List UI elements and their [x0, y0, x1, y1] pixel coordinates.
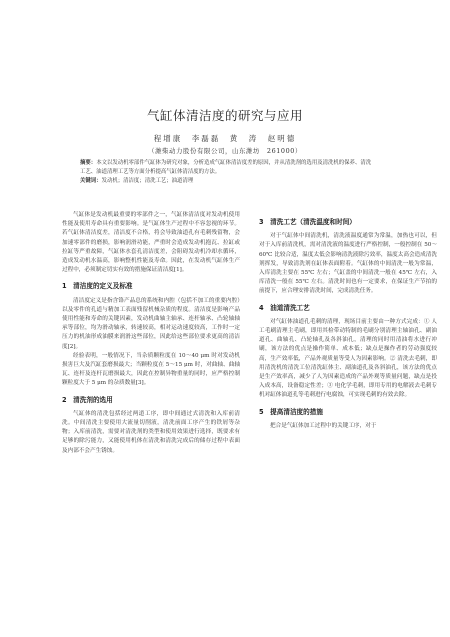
right-column [259, 211, 437, 431]
section-4-heading: 4 油道清洗工艺 [259, 303, 310, 312]
keywords-line [80, 177, 376, 186]
section-5-heading: 5 提高清洁度的措施 [259, 407, 323, 416]
section-1-ref-2: [3]。 [135, 380, 150, 387]
section-3-heading: 3 清洗工艺（清洗温度和时间） [259, 218, 356, 226]
section-2-paragraph: 气缸体的清洗包括经过两道工序，即中间通过式清洗和入库前清洗。中间清洗主要使用大流量切削液，清洗前面工序产生的铁屑等杂物；入库前清洗，需要对清洗剂的类型和使用效果进行选择，既要求有足够的除污能力，又能使用机体在清洗和清洗完成后的储存过程中表面及内部不会产生锈蚀。 [62, 410, 240, 454]
paper-authors: 程增康 李磊磊 黄 涛 赵明德 [153, 134, 297, 143]
section-1-heading: 1 清洁度的定义及标准 [62, 282, 133, 291]
abstract-label: 摘要： [80, 160, 97, 166]
abstract-paragraph [80, 159, 376, 177]
keywords-label: 关键词： [80, 178, 102, 184]
abstract-block [80, 159, 376, 186]
section-2-heading: 2 清洗剂的选用 [62, 395, 113, 404]
section-3-paragraph: 对于气缸体中间清洗机，清洗液温度通常为常温，加热也可以，但对于入库前清洗机，需对清洗液的温度进行严格控制，一般控制在 50～60℃ 比较合适，温度太低会影响清洗液除污效率，温度太高会造成清洗剂挥发，导致清洗剂在缸体表面附着。气缸体的中间清洗一般为常温，入库清洗主要在 55℃ 左右；气缸盖的中间清洗一般在 45℃ 左右，入库清洗一般在 55℃ 左右。清洗时间也有一定要求，在保证生产节拍的前提下，应合理安排清洗时间，完成清洗任务。 [259, 233, 437, 295]
section-5-paragraph: 把合是气缸体加工过程中的关键工序，对于 [270, 422, 377, 429]
left-column [62, 211, 240, 456]
section-1-ref-1: [2]。 [67, 343, 82, 350]
intro-paragraph [62, 211, 240, 275]
section-1-text-1: 清洁度定义是指含铬产品总的系统和内腔（包括不加工的重要内腔）以及零件的孔道与精加工表面残留机械杂质的程度。清洁度是影响产品使用性能和寿命的关键因素，发动机曲轴主轴承、连杆轴承、凸轮轴轴承等部位，均为滑动轴承，转速较高，相对运动速度较高，工作时一定压力的机油形成油膜来润滑这些部位，因此给这些部位要求更高的清洁度 [62, 297, 240, 350]
abstract-text: 本文以发动机零部件气缸体为研究对象，分析造成气缸体清洁度差的原因，并从清洗剂的选用及清洗机的保养、清洗工艺、油道清理工艺等方面分析提高气缸体清洁度的方法。 [80, 160, 372, 175]
section-1-text-2: 经验表明，一般情况下，当杂质颗粒度在 10～40 μm 时对发动机损害巨大及汽缸套磨损最大；当颗粒度在 5～15 μm 时，对曲轴、曲轴瓦、连杆及连杆瓦磨损最大，因此在控制异物重量的同时，应严格控制颗粒度大于 5 μm 的杂质数量 [62, 352, 240, 387]
section-1-paragraph-1 [62, 297, 240, 352]
keywords-text: 发动机；清洁度；清洗工艺；油道清理 [101, 178, 194, 184]
paper-affiliation: （潍柴动力股份有限公司，山东潍坊 261000） [148, 147, 302, 155]
paper-title: 气缸体清洁度的研究与应用 [146, 108, 303, 123]
intro-text: 气缸体是发动机最重要的零部件之一，气缸体清洁度对发动机使用性能及使用寿命具有重要影响。是气缸体生产过程中不容忽视的环节。若气缸体清洁度差，清洁度不合格，将会导致油道孔有毛刺残留物，会加速零部件的磨损，影响润滑功能，严重时会造成发动机抱瓦、拉缸或拉缸等严重故障，气缸体水套孔清洁度差，会阻碍发动机冷却水循环，造成发动机水温高，影响整机性能及寿命。因此，在发动机气缸体生产过程中，必须制定切实有效的措施保证清洁度 [62, 212, 240, 274]
intro-ref: [1]。 [173, 267, 188, 274]
section-4-paragraph: 对气缸体油道孔毛刺的清理，现场目前主要由一种方式完成：① 人工毛刷清理主毛刷，即用其检带动特制的毛刷分别清理主轴油孔、副油道孔、曲轴孔、凸轮轴孔及各斜油孔，清理的同时用清油将水进行冲刷，该方法的优点是操作简单、成本低；缺点是操作者的劳动强度较高，生产效率低，产品外观质量等受人为因素影响。② 清洗去毛刺，即用清洗机的清洗工位清洗缸体主、副油道孔及各斜油孔，该方法的优点是生产效率高，减少了人为因素造成的产品外观等质量问题，缺点是投入成本高，设备稳定性差；③ 电化学毛刺，即用专用的电解液去毛刺专机对缸体油道孔等毛刺进行电腐蚀，可实现毛刺的有效去除。 [259, 318, 437, 399]
section-1-paragraph-2 [62, 352, 240, 389]
